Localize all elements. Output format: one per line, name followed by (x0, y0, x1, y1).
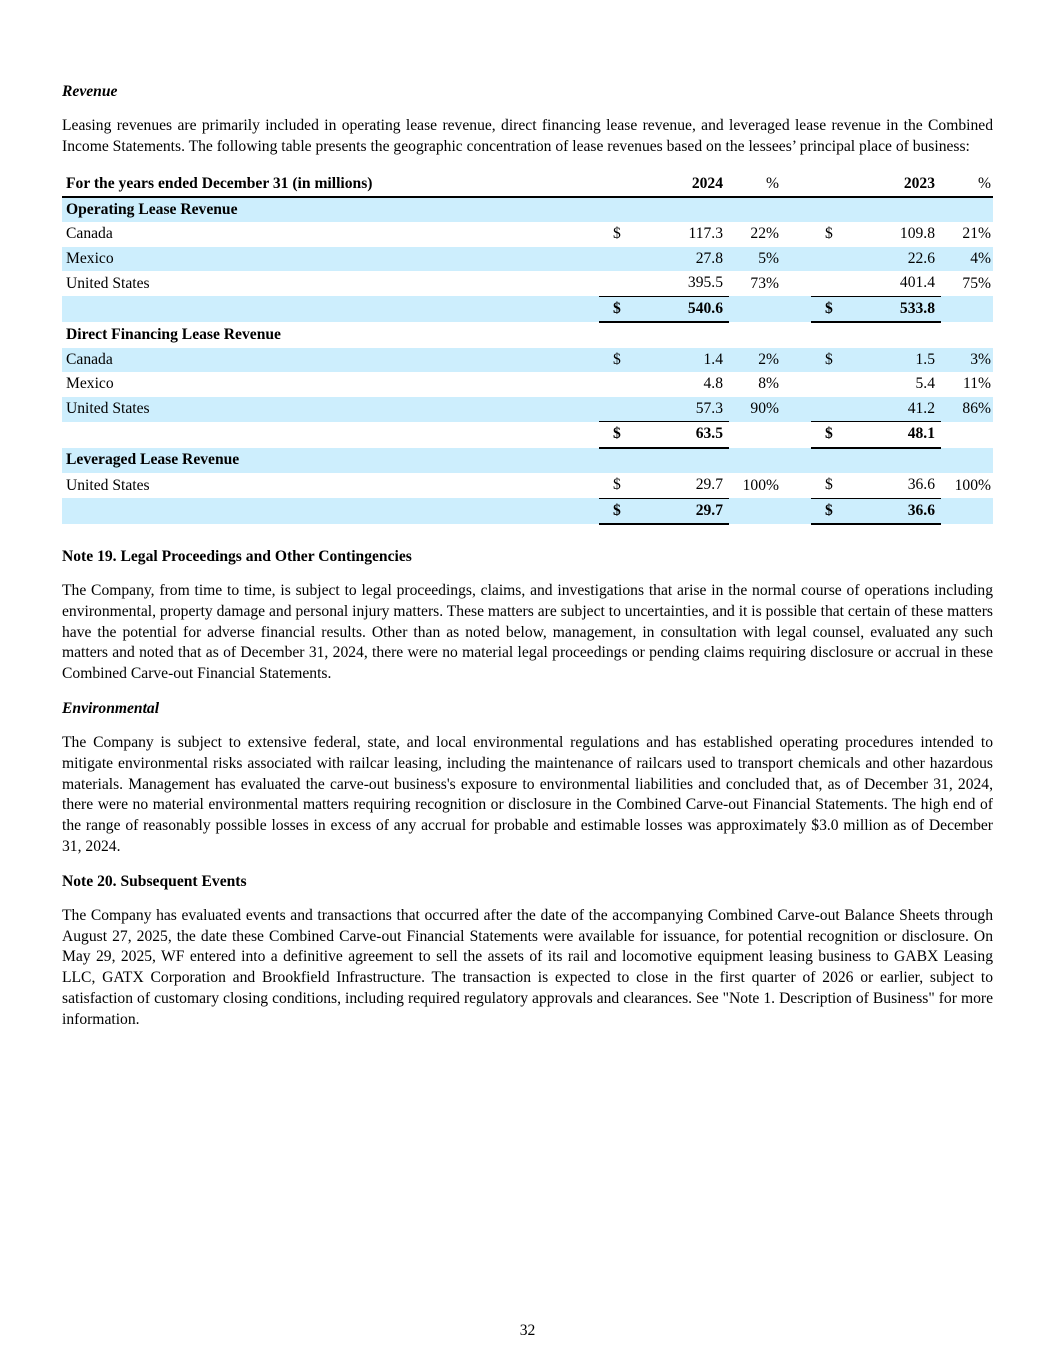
currency-2024 (599, 372, 653, 397)
gap (781, 422, 811, 448)
gap (781, 271, 811, 296)
currency-2024: $ (599, 422, 653, 448)
value-2024: 395.5 (653, 271, 729, 296)
pct-2023: 4% (941, 247, 993, 272)
currency-2023: $ (811, 296, 865, 322)
pct-2024: 22% (750, 225, 779, 243)
header-2023: 2023 (865, 172, 941, 197)
gap (781, 348, 811, 373)
currency-2024: $ (613, 225, 621, 243)
currency-2023 (811, 372, 865, 397)
currency-2023: $ (811, 422, 865, 448)
row-label: Canada (62, 348, 599, 373)
pct-2024 (729, 422, 781, 448)
currency-2024: $ (599, 498, 653, 524)
pct-2024 (729, 322, 781, 348)
value-2023: 5.4 (915, 375, 935, 393)
gap (781, 247, 811, 272)
value-2023: 36.6 (865, 473, 941, 498)
pct-2024: 73% (750, 274, 779, 292)
gap (781, 498, 811, 524)
currency-2024 (599, 448, 653, 474)
total-row (62, 498, 993, 524)
pct-2024 (729, 296, 781, 322)
currency-2024: $ (599, 348, 653, 373)
table-row (62, 372, 993, 397)
currency-2024 (599, 271, 653, 296)
environmental-heading: Environmental (62, 700, 160, 718)
row-label: Leveraged Lease Revenue (62, 448, 599, 474)
currency-2024: $ (599, 473, 653, 498)
value-2024: 1.4 (653, 348, 729, 373)
gap (781, 448, 811, 474)
table-row (62, 473, 993, 498)
value-2023: 109.8 (899, 225, 935, 243)
value-2023 (865, 197, 941, 223)
table-header (62, 172, 993, 197)
pct-2023: 86% (941, 397, 993, 422)
pct-2023 (941, 422, 993, 448)
value-2023: 36.6 (865, 498, 941, 524)
value-2024: 4.8 (703, 375, 723, 393)
value-2023 (865, 322, 941, 348)
value-2024 (653, 197, 729, 223)
section-row (62, 197, 993, 223)
pct-2023 (941, 197, 993, 223)
pct-2024: 100% (742, 476, 779, 494)
currency-2023: $ (825, 225, 833, 243)
currency-2023 (811, 247, 865, 272)
pct-2024 (729, 197, 781, 223)
pct-2023: 21% (962, 225, 991, 243)
row-label (62, 498, 599, 524)
value-2024: 540.6 (653, 296, 729, 322)
row-label (62, 296, 599, 322)
gap (781, 397, 811, 422)
section-row (62, 448, 993, 474)
value-2023: 1.5 (865, 348, 941, 373)
header-label: For the years ended December 31 (in millions) (62, 172, 599, 197)
pct-2023: 100% (954, 476, 991, 494)
currency-2024 (599, 397, 653, 422)
environmental-paragraph: The Company is subject to extensive federal, state, and local environmental regulations and has established operating procedures intended to mitigate environmental risks associated with railcar leasing, including the maintenance of railcars used to transport chemicals and other hazardous materials. Management has evaluated the carve-out business's exposure to environmental liabilities and concluded that, as of December 31, 2024, there were no material environmental matters requiring recognition or disclosure in the Combined Carve-out Financial Statements. The high end of the range of reasonably possible losses in excess of any accrual for probable and estimable losses was approximately $3.0 million as of December 31, 2024. (62, 734, 993, 856)
revenue-paragraph: Leasing revenues are primarily included in operating lease revenue, direct financing lease revenue, and leveraged lease revenue in the Combined Income Statements. The following table presents the geographic concentration of lease revenues based on the lessees’ principal place of business: (62, 117, 993, 155)
value-2023: 533.8 (865, 296, 941, 322)
pct-2024: 2% (729, 348, 781, 373)
value-2023: 41.2 (865, 397, 941, 422)
row-label: Mexico (62, 247, 599, 272)
gap (781, 372, 811, 397)
table-row (62, 348, 993, 373)
currency-2023: $ (811, 498, 865, 524)
table-row (62, 397, 993, 422)
row-label: Mexico (66, 375, 114, 393)
pct-2023: 75% (962, 274, 991, 292)
table-row (62, 222, 993, 247)
total-row (62, 296, 993, 322)
currency-2023: $ (811, 473, 865, 498)
currency-2023 (811, 322, 865, 348)
currency-2023 (811, 197, 865, 223)
pct-2023: 3% (941, 348, 993, 373)
value-2024 (653, 322, 729, 348)
row-label: United States (62, 397, 599, 422)
currency-2024 (599, 247, 653, 272)
pct-2023 (941, 448, 993, 474)
pct-2024: 90% (729, 397, 781, 422)
table-row (62, 247, 993, 272)
pct-2024 (729, 448, 781, 474)
gap (781, 473, 811, 498)
currency-2023 (811, 271, 865, 296)
currency-2023 (811, 397, 865, 422)
pct-2023 (941, 322, 993, 348)
note20-paragraph: The Company has evaluated events and transactions that occurred after the date of the accompanying Combined Carve-out Balance Sheets through August 27, 2025, the date these Combined Carve-out Financial Statements were available for issuance, for potential recognition or disclosure. On May 29, 2025, WF entered into a definitive agreement to sell the assets of its rail and locomotive equipment leasing business to GABX Leasing LLC, GATX Corporation and Brookfield Infrastructure. The transaction is expected to close in the first quarter of 2026 or earlier, subject to satisfaction of customary closing conditions, including required regulatory approvals and clearances. See "Note 1. Description of Business" for more information. (62, 906, 993, 1028)
value-2023: 48.1 (865, 422, 941, 448)
pct-2024: 8% (758, 375, 779, 393)
value-2024: 57.3 (653, 397, 729, 422)
row-label (62, 422, 599, 448)
note20-heading: Note 20. Subsequent Events (62, 872, 247, 890)
pct-2024 (729, 498, 781, 524)
value-2024 (653, 448, 729, 474)
currency-2024 (599, 322, 653, 348)
row-label: Direct Financing Lease Revenue (66, 325, 281, 343)
gap (781, 222, 811, 247)
revenue-heading: Revenue (62, 83, 118, 100)
pct-2023 (941, 296, 993, 322)
gap (781, 197, 811, 223)
lease-revenue-table (62, 172, 993, 526)
value-2023: 401.4 (865, 271, 941, 296)
currency-2023: $ (811, 348, 865, 373)
page-number: 32 (519, 1322, 536, 1339)
header-2024: 2024 (653, 172, 729, 197)
section-row (62, 322, 993, 348)
pct-2023: 11% (962, 375, 991, 393)
value-2024: 63.5 (653, 422, 729, 448)
value-2023 (865, 448, 941, 474)
currency-2023 (811, 448, 865, 474)
currency-2024: $ (599, 296, 653, 322)
gap (781, 296, 811, 322)
value-2024: 117.3 (688, 225, 723, 243)
gap (781, 322, 811, 348)
total-row (62, 422, 993, 448)
table-row (62, 271, 993, 296)
header-pct-2024: % (729, 172, 781, 197)
pct-2024: 5% (729, 247, 781, 272)
row-label: Canada (66, 225, 113, 243)
value-2024: 29.7 (653, 473, 729, 498)
value-2024: 27.8 (653, 247, 729, 272)
header-pct-2023: % (941, 172, 993, 197)
row-label: Operating Lease Revenue (62, 197, 599, 223)
note19-paragraph: The Company, from time to time, is subject to legal proceedings, claims, and investigations that arise in the normal course of operations including environmental, property damage and personal injury matters. These matters are subject to uncertainties, and it is possible that certain of these matters have the potential for adverse financial results. Other than as noted below, management, in consultation with legal counsel, evaluated any such matters and noted that as of December 31, 2024, there were no material legal proceedings or pending claims requiring disclosure or accrual in these Combined Carve-out Financial Statements. (62, 582, 993, 683)
value-2023: 22.6 (865, 247, 941, 272)
row-label: United States (66, 476, 150, 494)
currency-2024 (599, 197, 653, 223)
note19-heading: Note 19. Legal Proceedings and Other Contingencies (62, 548, 412, 566)
row-label: United States (66, 274, 150, 292)
pct-2023 (941, 498, 993, 524)
value-2024: 29.7 (653, 498, 729, 524)
